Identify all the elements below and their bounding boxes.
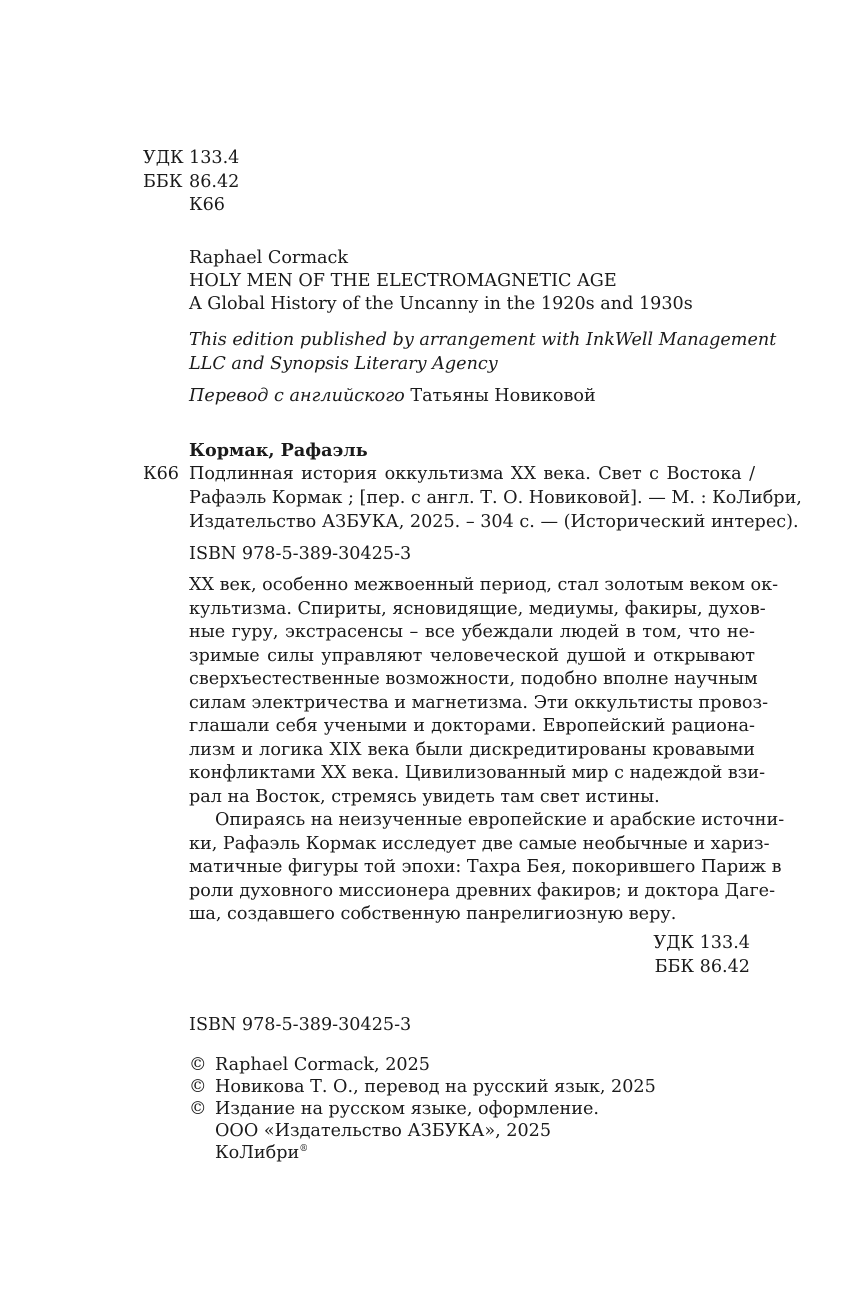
catalog-line: Подлинная история оккультизма XX века. Свет с Востока /: [189, 464, 755, 484]
annotation-line: матичные фигуры той эпохи: Тахра Бея, покорившего Париж в: [189, 857, 782, 877]
copyright-line: Издание на русском языке, оформление.: [215, 1099, 599, 1119]
udk-line: [143, 147, 239, 171]
annotation-line: зримые силы управляют человеческой душой и открывают: [189, 645, 755, 666]
copyright-icon: ©: [189, 1055, 207, 1075]
catalog-code: К66: [143, 464, 180, 484]
copyright-line: Raphael Cormack, 2025: [215, 1055, 430, 1075]
bbk-label: ББК: [143, 171, 183, 192]
translation-prefix: Перевод с английского: [189, 386, 405, 406]
annotation-line: XX век, особенно межвоенный период, стал золотым веком ок-: [189, 575, 779, 595]
original-subtitle: A Global History of the Uncanny in the 1920s and 1930s: [189, 294, 693, 314]
copyright-line: ООО «Издательство АЗБУКА», 2025: [215, 1121, 552, 1141]
author-mark-line: [143, 194, 239, 218]
annotation-line: глашали себя учеными и докторами. Европейский рациона-: [189, 716, 755, 736]
translator-name: Татьяны Новиковой: [410, 386, 596, 406]
annotation-line: сверхъестественные возможности, подобно вполне научным: [189, 669, 758, 689]
annotation: [189, 574, 785, 927]
annotation-line: ша, создавшего собственную панрелигиозную веру.: [189, 904, 677, 924]
arrangement-line: LLC and Synopsis Literary Agency: [189, 354, 498, 374]
annotation-line: ки, Рафаэль Кормак исследует две самые необычные и хариз-: [189, 833, 770, 854]
annotation-line: лизм и логика XIX века были дискредитированы кровавыми: [189, 739, 755, 760]
annotation-line: роли духовного миссионера древних факиров; и доктора Даге-: [189, 880, 776, 901]
arrangement-note: [189, 328, 776, 376]
annotation-line: Опираясь на неизученные европейские и арабские источни-: [215, 810, 785, 830]
classification-block: [143, 147, 239, 218]
translation-credit: [189, 385, 596, 409]
catalog-line: Рафаэль Кормак ; [пер. с англ. Т. О. Новиковой]. — М. : КоЛибри,: [189, 488, 802, 508]
original-edition-block: [189, 247, 693, 316]
copyright-line: Новикова Т. О., перевод на русский язык, 2025: [215, 1077, 656, 1097]
isbn-top: ISBN 978-5-389-30425-3: [189, 544, 412, 564]
bbk-bottom: ББК 86.42: [654, 956, 750, 977]
annotation-line: культизма. Спириты, ясновидящие, медиумы, факиры, духов-: [189, 598, 766, 619]
copyright-icon: ©: [189, 1077, 207, 1097]
catalog-author-heading: Кормак, Рафаэль: [189, 440, 368, 461]
author-mark: К66: [189, 195, 226, 215]
registered-mark-icon: ®: [299, 1144, 309, 1154]
classification-bottom: [653, 932, 750, 979]
publisher-imprint: КоЛибри: [215, 1143, 300, 1163]
copyright-block: [189, 1054, 656, 1164]
bbk-value: 86.42: [189, 171, 240, 192]
arrangement-line: This edition published by arrangement with InkWell Management: [189, 330, 777, 350]
annotation-line: конфликтами XX века. Цивилизованный мир с надеждой взи-: [189, 763, 766, 783]
udk-label: УДК: [143, 148, 184, 168]
original-title: HOLY MEN OF THE ELECTROMAGNETIC AGE: [189, 271, 617, 291]
catalog-line: Издательство АЗБУКА, 2025. – 304 с. — (Исторический интерес).: [189, 512, 799, 532]
udk-bottom: УДК 133.4: [653, 933, 750, 953]
annotation-line: силам электричества и магнетизма. Эти оккультисты провоз-: [189, 692, 769, 713]
copyright-icon: ©: [189, 1099, 207, 1119]
original-author: Raphael Cormack: [189, 248, 349, 268]
annotation-line: рал на Восток, стремясь увидеть там свет истины.: [189, 786, 660, 807]
isbn-bottom: ISBN 978-5-389-30425-3: [189, 1015, 412, 1035]
catalog-description: [189, 462, 802, 534]
udk-value: 133.4: [189, 148, 240, 168]
bbk-line: [143, 171, 239, 195]
annotation-line: ные гуру, экстрасенсы – все убеждали людей в том, что не-: [189, 622, 755, 642]
